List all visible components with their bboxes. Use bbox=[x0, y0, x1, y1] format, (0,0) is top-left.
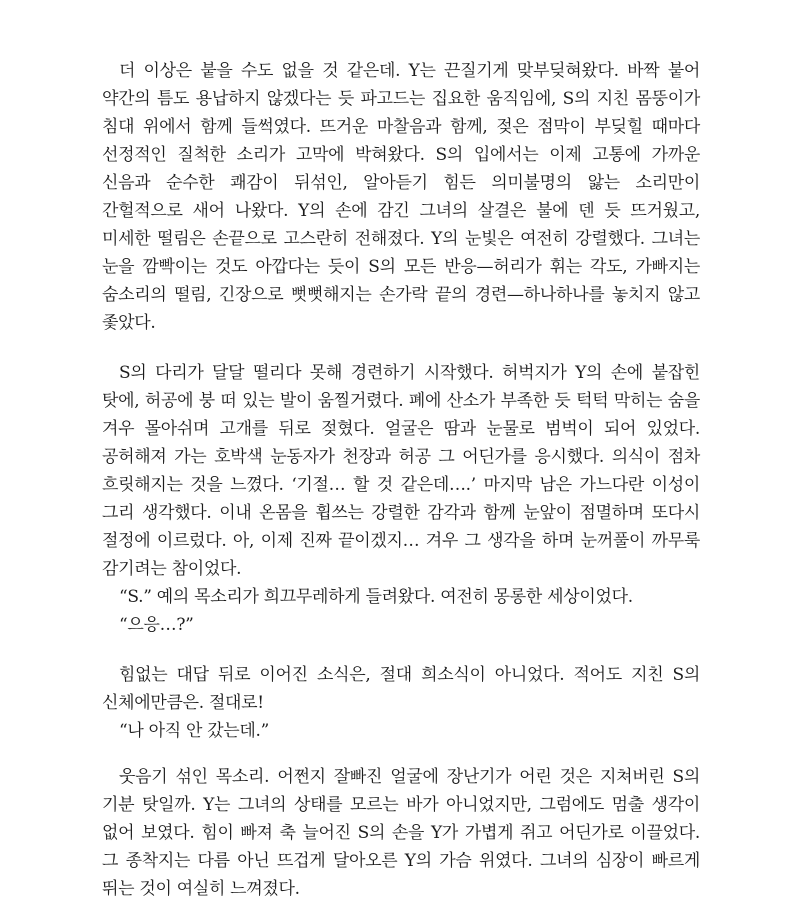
paragraph-4: 웃음기 섞인 목소리. 어쩐지 잘빠진 얼굴에 장난기가 어린 것은 지쳐버린 S의 기분 탓일까. Y는 그녀의 상태를 모르는 바가 아니었지만, 그럼에도 멈출 생각이 없어 보였다. 힘이 빠져 축 늘어진 S의 손을 Y가 가볍게 쥐고 어딘가로 이끌었다. 그 종착지는 다름 아닌 뜨겁게 달아오른 Y의 가슴 위였다. 그녀의 심장이 빠르게 뛰는 것이 여실히 느껴졌다. bbox=[102, 767, 700, 899]
paragraph-3: 힘없는 대답 뒤로 이어진 소식은, 절대 희소식이 아니었다. 적어도 지친 S의 신체에만큼은. 절대로! bbox=[102, 665, 700, 713]
paragraph-1: 더 이상은 붙을 수도 없을 것 같은데. Y는 끈질기게 맞부딪혀왔다. 바짝 붙어 약간의 틈도 용납하지 않겠다는 듯 파고드는 집요한 움직임에, S의 지친 몸뚱이가 침대 위에서 함께 들썩였다. 뜨거운 마찰음과 함께, 젖은 점막이 부딪힐 때마다 선정적인 질척한 소리가 고막에 박혀왔다. S의 입에서는 이제 고통에 가까운 신음과 순수한 쾌감이 뒤섞인, 알아듣기 힘든 의미불명의 앓는 소리만이 간헐적으로 새어 나왔다. Y의 손에 감긴 그녀의 살결은 불에 덴 듯 뜨거웠고, 미세한 떨림은 손끝으로 고스란히 전해졌다. Y의 눈빛은 여전히 강렬했다. 그녀는 눈을 깜빡이는 것도 아깝다는 듯이 S의 모든 반응—허리가 휘는 각도, 가빠지는 숨소리의 떨림, 긴장으로 뻣뻣해지는 손가락 끝의 경련—하나하나를 놓치지 않고 좇았다. bbox=[102, 61, 700, 333]
dialogue-line-2: “으응…?” bbox=[119, 615, 194, 635]
dialogue-line-3: “나 아직 안 갔는데.” bbox=[119, 721, 270, 741]
paragraph-2: S의 다리가 달달 떨리다 못해 경련하기 시작했다. 허벅지가 Y의 손에 붙잡힌 탓에, 허공에 붕 떠 있는 발이 움찔거렸다. 폐에 산소가 부족한 듯 턱턱 막히는 숨을 겨우 몰아쉬며 고개를 뒤로 젖혔다. 얼굴은 땀과 눈물로 범벅이 되어 있었다. 공허해져 가는 호박색 눈동자가 천장과 허공 그 어딘가를 응시했다. 의식이 점차 흐릿해지는 것을 느꼈다. ‘기절… 할 것 같은데….’ 마지막 남은 가느다란 이성이 그리 생각했다. 이내 온몸을 휩쓰는 강렬한 감각과 함께 눈앞이 점멸하며 또다시 절정에 이르렀다. 아, 이제 진짜 끝이겠지… 겨우 그 생각을 하며 눈꺼풀이 까무룩 감기려는 참이었다. bbox=[102, 363, 700, 579]
dialogue-line-1: “S.” 예의 목소리가 희끄무레하게 들려왔다. 여전히 몽롱한 세상이었다. bbox=[119, 587, 633, 607]
